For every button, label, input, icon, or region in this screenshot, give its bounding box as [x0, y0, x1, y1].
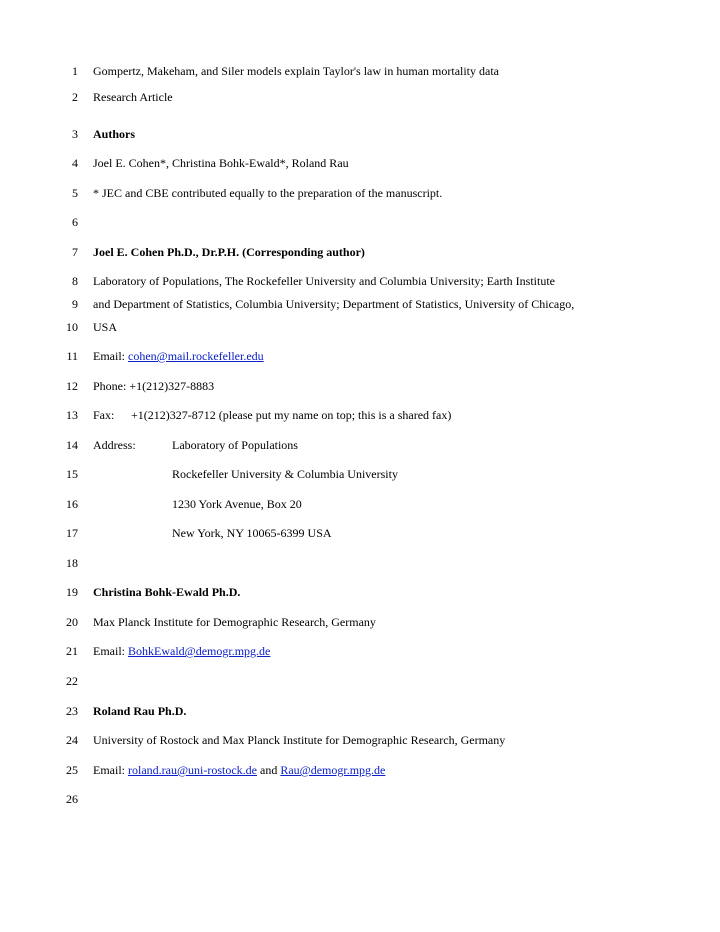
line-number: 3 — [72, 127, 78, 141]
fax-label: Fax: — [93, 408, 115, 422]
address-line: New York, NY 10065-6399 USA — [172, 526, 332, 540]
line-22 — [0, 672, 720, 690]
line-8 — [0, 272, 720, 290]
line-23 — [0, 702, 720, 720]
contribution-note: * JEC and CBE contributed equally to the preparation of the manuscript. — [93, 186, 443, 200]
line-18 — [0, 554, 720, 572]
article-type: Research Article — [93, 90, 173, 104]
line-12 — [0, 377, 720, 395]
line-number: 4 — [72, 156, 78, 170]
line-7 — [0, 243, 720, 261]
line-number: 14 — [66, 438, 78, 452]
line-number: 25 — [66, 763, 78, 777]
email-link-cohen[interactable]: cohen@mail.rockefeller.edu — [128, 349, 264, 363]
affiliation-text: Laboratory of Populations, The Rockefeller University and Columbia University; Earth Institute — [93, 274, 556, 288]
line-number: 12 — [66, 379, 78, 393]
line-11 — [0, 347, 720, 365]
line-17 — [0, 524, 720, 542]
line-20 — [0, 613, 720, 631]
line-number: 5 — [72, 186, 78, 200]
email-label: Email: — [93, 644, 125, 658]
author-list: Joel E. Cohen*, Christina Bohk-Ewald*, Roland Rau — [93, 156, 349, 170]
fax-value: +1(212)327-8712 (please put my name on top; this is a shared fax) — [131, 408, 452, 422]
line-number: 17 — [66, 526, 78, 540]
line-15 — [0, 465, 720, 483]
address-line: 1230 York Avenue, Box 20 — [172, 497, 302, 511]
line-19 — [0, 583, 720, 601]
line-number: 23 — [66, 704, 78, 718]
line-number: 13 — [66, 408, 78, 422]
line-number: 16 — [66, 497, 78, 511]
affiliation-text: Max Planck Institute for Demographic Research, Germany — [93, 615, 376, 629]
authors-heading: Authors — [93, 127, 136, 141]
line-9 — [0, 295, 720, 313]
line-number: 8 — [72, 274, 78, 288]
article-title: Gompertz, Makeham, and Siler models explain Taylor's law in human mortality data — [93, 64, 500, 78]
line-14 — [0, 436, 720, 454]
line-number: 7 — [72, 245, 78, 259]
line-number: 22 — [66, 674, 78, 688]
line-number: 10 — [66, 320, 78, 334]
address-line: Laboratory of Populations — [172, 438, 298, 452]
line-number: 20 — [66, 615, 78, 629]
address-label: Address: — [93, 438, 136, 452]
email-row — [93, 347, 264, 365]
line-6 — [0, 213, 720, 231]
line-1 — [0, 62, 720, 80]
email-row — [93, 642, 270, 660]
line-number: 21 — [66, 644, 78, 658]
email-label: Email: — [93, 763, 125, 777]
email-joiner: and — [260, 763, 278, 777]
line-2 — [0, 88, 720, 106]
line-number: 18 — [66, 556, 78, 570]
line-number: 9 — [72, 297, 78, 311]
line-24 — [0, 731, 720, 749]
author-name-cohen: Joel E. Cohen Ph.D., Dr.P.H. (Corresponding author) — [93, 245, 365, 259]
affiliation-text: USA — [93, 320, 118, 334]
line-4 — [0, 154, 720, 172]
line-number: 26 — [66, 792, 78, 806]
line-16 — [0, 495, 720, 513]
line-5 — [0, 184, 720, 202]
email-link-bohk-ewald[interactable]: BohkEwald@demogr.mpg.de — [128, 644, 271, 658]
email-link-rau-rostock[interactable]: roland.rau@uni-rostock.de — [128, 763, 258, 777]
address-line: Rockefeller University & Columbia University — [172, 467, 398, 481]
affiliation-text: University of Rostock and Max Planck Institute for Demographic Research, Germany — [93, 733, 506, 747]
line-number: 19 — [66, 585, 78, 599]
affiliation-text: and Department of Statistics, Columbia University; Department of Statistics, University of Chicago, — [93, 297, 575, 311]
email-label: Email: — [93, 349, 125, 363]
author-name-bohk-ewald: Christina Bohk-Ewald Ph.D. — [93, 585, 241, 599]
line-3 — [0, 125, 720, 143]
line-number: 6 — [72, 215, 78, 229]
email-link-rau-demogr[interactable]: Rau@demogr.mpg.de — [280, 763, 386, 777]
line-10 — [0, 318, 720, 336]
line-number: 24 — [66, 733, 78, 747]
line-number: 11 — [66, 349, 78, 363]
line-number: 2 — [72, 90, 78, 104]
line-26 — [0, 790, 720, 808]
line-number: 1 — [72, 64, 78, 78]
line-25 — [0, 761, 720, 779]
line-21 — [0, 642, 720, 660]
author-name-rau: Roland Rau Ph.D. — [93, 704, 187, 718]
line-13 — [0, 406, 720, 424]
email-row — [93, 761, 385, 779]
phone-text: Phone: +1(212)327-8883 — [93, 379, 215, 393]
line-number: 15 — [66, 467, 78, 481]
